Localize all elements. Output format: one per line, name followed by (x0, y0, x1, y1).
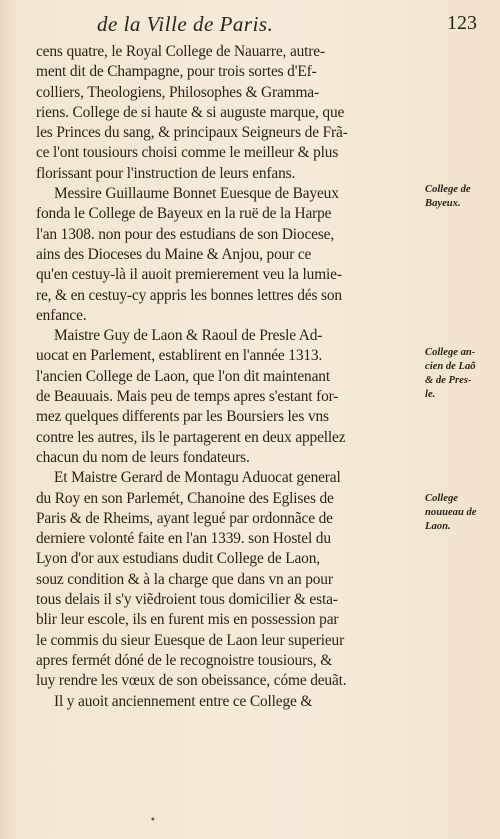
text-line: luy rendre les vœux de son obeissance, cóme deuãt. (36, 672, 347, 690)
text-line: l'ancien College de Laon, que l'on dit maintenant (36, 367, 330, 385)
margin-note-line: Bayeux. (425, 198, 461, 209)
text-line: Maistre Guy de Laon & Raoul de Presle Ad- (54, 327, 323, 345)
margin-note-line: College (425, 493, 458, 504)
text-line: ains des Dioceses du Maine & Anjou, pour ce (36, 245, 312, 263)
text-line: chacun du nom de leurs fondateurs. (36, 448, 250, 466)
body-text (36, 42, 424, 712)
margin-note-line: nouueau de (425, 507, 477, 518)
text-line: ce l'ont tousiours choisi comme le meilleur & plus (36, 144, 339, 162)
text-line: tous delais il s'y viẽdroient tous domicilier & esta- (36, 591, 338, 609)
text-line: Et Maistre Gerard de Montagu Aduocat general (54, 469, 341, 487)
margin-note-college-bayeux (425, 183, 497, 211)
page-header (97, 12, 477, 38)
text-line: de Beauuais. Mais peu de temps apres s'estant for- (36, 388, 339, 406)
margin-note-line: & de Pres- (425, 375, 472, 386)
text-line: derniere volonté faite en l'an 1339. son Hostel du (36, 530, 331, 548)
margin-note-line: le. (425, 389, 436, 400)
text-line: Il y auoit anciennement entre ce College & (54, 692, 313, 710)
text-line: colliers, Theologiens, Philosophes & Gramma- (36, 83, 319, 101)
text-line: mez quelques differents par les Boursiers les vns (36, 408, 329, 426)
text-line: cens quatre, le Royal College de Nauarre, autre- (36, 43, 325, 60)
text-line: Messire Guillaume Bonnet Euesque de Bayeux (54, 185, 339, 203)
text-line: le commis du sieur Euesque de Laon leur superieur (36, 631, 345, 649)
text-line: contre les autres, ils le partagerent en deux appellez (36, 428, 346, 446)
text-line: blir leur escole, ils en furent mis en possession par (36, 611, 339, 629)
text-line: Paris & de Rheims, ayant legué par ordonnãce de (36, 509, 333, 527)
text-line: enfance. (36, 306, 87, 324)
margin-note-line: College de (425, 184, 471, 195)
margin-note-line: College an- (425, 347, 476, 358)
text-line: apres fermét dóné de le recognoistre tousiours, & (36, 651, 333, 669)
text-line: l'an 1308. non pour des estudians de son Diocese, (36, 225, 335, 243)
text-line: ment dit de Champagne, pour trois sortes d'Ef- (36, 63, 317, 81)
text-line: souz condition & à la charge que dans vn an pour (36, 570, 333, 588)
text-line: florissant pour l'instruction de leurs enfans. (36, 164, 296, 182)
page-number: 123 (447, 12, 477, 34)
running-title: de la Ville de Paris. (97, 12, 274, 36)
footer-mark: • (150, 815, 156, 826)
text-line: les Princes du sang, & principaux Seigneurs de Frã- (36, 124, 348, 142)
text-line: fonda le College de Bayeux en la ruë de la Harpe (36, 205, 332, 223)
text-line: qu'en cestuy-là il auoit premierement veu la lumie- (36, 266, 342, 284)
text-line: Lyon d'or aux estudians dudit College de Laon, (36, 550, 320, 568)
text-line: riens. College de si haute & si auguste marque, que (36, 103, 345, 121)
margin-note-line: cien de Laõ (425, 361, 476, 372)
margin-note-college-laon-presle (425, 346, 497, 402)
text-line: uocat en Parlement, establirent en l'année 1313. (36, 347, 323, 365)
margin-note-college-nouveau-laon (425, 492, 497, 534)
margin-note-line: Laon. (425, 521, 451, 532)
text-line: du Roy en son Parlemét, Chanoine des Eglises de (36, 489, 334, 507)
text-line: re, & en cestuy-cy appris les bonnes lettres dés son (36, 286, 342, 304)
